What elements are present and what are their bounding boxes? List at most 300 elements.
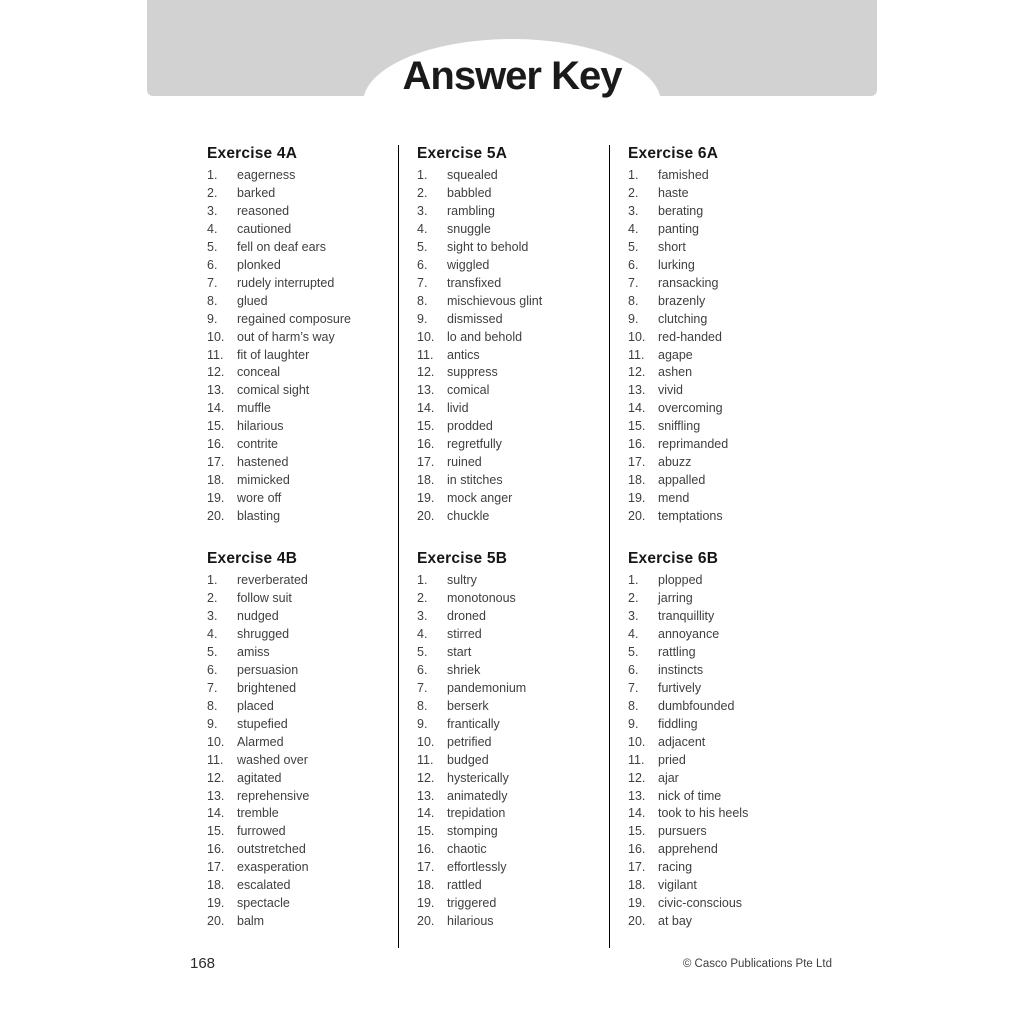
answer-item [628,877,835,895]
item-text: regretfully [447,437,502,452]
answer-item [417,662,609,680]
answer-item [628,716,835,734]
item-text: hastened [237,455,289,470]
item-text: ajar [658,770,679,785]
item-text: agape [658,347,693,362]
answer-item [628,275,835,293]
answer-item [417,626,609,644]
answer-item [207,608,398,626]
item-number: 6. [628,257,639,272]
item-number: 16. [628,437,646,452]
answer-item [207,239,398,257]
answer-item [417,257,609,275]
answer-item [628,490,835,508]
item-number: 8. [207,293,218,308]
item-text: clutching [658,311,708,326]
item-text: comical [447,383,490,398]
item-number: 15. [628,824,646,839]
item-number: 15. [417,419,435,434]
item-number: 19. [207,491,225,506]
item-text: stirred [447,626,482,641]
answer-item [207,644,398,662]
item-number: 5. [628,644,639,659]
item-number: 14. [628,806,646,821]
item-text: effortlessly [447,860,507,875]
item-text: dismissed [447,311,503,326]
item-number: 15. [628,419,646,434]
item-text: comical sight [237,383,310,398]
item-text: balm [237,914,265,929]
item-number: 1. [417,573,428,588]
answer-item [628,221,835,239]
answer-item [417,418,609,436]
answer-item [207,364,398,382]
item-text: sultry [447,573,477,588]
item-number: 14. [417,806,435,821]
answer-item [417,572,609,590]
item-text: escalated [237,878,291,893]
item-number: 20. [207,509,225,524]
item-text: mischievous glint [447,293,543,308]
item-number: 6. [207,257,218,272]
answer-item [417,590,609,608]
item-number: 18. [207,473,225,488]
item-text: amiss [237,644,270,659]
item-number: 3. [417,608,428,623]
answer-item [628,400,835,418]
item-text: lo and behold [447,329,523,344]
item-text: petrified [447,734,492,749]
item-text: nudged [237,608,279,623]
item-number: 19. [417,491,435,506]
item-number: 11. [417,347,434,362]
item-text: pried [658,752,686,767]
item-text: animatedly [447,788,508,803]
answer-item [207,788,398,806]
answer-item [417,913,609,931]
item-number: 14. [207,401,225,416]
item-number: 20. [628,509,646,524]
answer-item [207,734,398,752]
item-text: ransacking [658,275,719,290]
answer-item [207,716,398,734]
answer-item [628,203,835,221]
item-number: 9. [417,716,428,731]
item-number: 19. [628,896,646,911]
item-number: 4. [207,221,218,236]
answer-item [417,680,609,698]
item-number: 20. [417,914,435,929]
answer-item [417,752,609,770]
answer-item [207,770,398,788]
item-text: reprehensive [237,788,310,803]
answer-item [628,347,835,365]
item-text: trepidation [447,806,506,821]
answer-item [417,167,609,185]
exercise-section-6a [628,145,835,526]
answer-item [417,454,609,472]
column-3 [609,145,835,948]
item-number: 18. [417,878,435,893]
item-text: panting [658,221,700,236]
item-text: civic-conscious [658,896,743,911]
item-number: 2. [628,185,639,200]
item-number: 5. [207,239,218,254]
item-number: 2. [417,185,428,200]
answer-item [207,418,398,436]
item-text: haste [658,185,689,200]
answer-item [417,788,609,806]
item-number: 7. [207,275,218,290]
answer-item [628,626,835,644]
exercise-section-4a [207,145,398,526]
answer-item [207,203,398,221]
item-text: annoyance [658,626,720,641]
answer-item [207,382,398,400]
item-number: 15. [417,824,435,839]
item-text: eagerness [237,168,296,182]
answer-item [207,490,398,508]
item-text: instincts [658,662,704,677]
item-text: jarring [658,591,693,606]
answer-item [207,752,398,770]
item-text: overcoming [658,401,723,416]
item-text: chaotic [447,842,487,857]
item-text: temptations [658,509,723,524]
item-text: droned [447,608,486,623]
item-text: famished [658,168,709,182]
answer-item [207,185,398,203]
exercise-section-5a [417,145,609,526]
answer-item [207,626,398,644]
item-text: short [658,239,686,254]
item-number: 4. [207,626,218,641]
item-text: contrite [237,437,278,452]
item-number: 14. [417,401,435,416]
answer-item [417,644,609,662]
item-text: plonked [237,257,281,272]
item-number: 7. [628,680,639,695]
item-text: tremble [237,806,279,821]
item-number: 19. [628,491,646,506]
answer-item [417,895,609,913]
item-text: hysterically [447,770,509,785]
answer-item [417,859,609,877]
answer-item [417,311,609,329]
item-number: 12. [628,365,646,380]
item-text: regained composure [237,311,351,326]
answer-item [207,877,398,895]
item-text: monotonous [447,591,516,606]
item-text: vivid [658,383,684,398]
answer-item [417,472,609,490]
answer-item [207,257,398,275]
item-number: 6. [628,662,639,677]
item-text: racing [658,860,693,875]
item-number: 14. [207,806,225,821]
answer-item [628,257,835,275]
item-text: exasperation [237,860,309,875]
answer-item [417,347,609,365]
answer-item [417,400,609,418]
item-text: barked [237,185,276,200]
answer-item [628,895,835,913]
item-number: 7. [417,680,428,695]
item-text: start [447,644,472,659]
item-text: agitated [237,770,282,785]
item-text: reverberated [237,573,308,588]
item-number: 10. [417,734,435,749]
item-text: livid [447,401,469,416]
item-number: 17. [417,860,435,875]
answer-item [417,293,609,311]
item-text: snuggle [447,221,491,236]
answer-item [628,364,835,382]
item-number: 17. [628,455,646,470]
item-number: 12. [628,770,646,785]
answer-item [628,913,835,931]
item-number: 8. [628,293,639,308]
item-text: blasting [237,509,281,524]
item-text: furrowed [237,824,286,839]
item-number: 16. [417,842,435,857]
item-number: 5. [417,644,428,659]
item-text: hilarious [237,419,284,434]
item-text: babbled [447,185,492,200]
item-text: fiddling [658,716,698,731]
answer-item [417,185,609,203]
item-number: 12. [207,770,225,785]
item-text: nick of time [658,788,722,803]
item-text: tranquillity [658,608,715,623]
item-number: 4. [417,626,428,641]
item-number: 8. [207,698,218,713]
item-text: furtively [658,680,702,695]
item-number: 13. [207,383,225,398]
item-text: at bay [658,914,693,929]
item-text: suppress [447,365,498,380]
item-number: 3. [628,608,639,623]
item-number: 3. [628,203,639,218]
answer-item [417,239,609,257]
item-number: 6. [417,257,428,272]
answer-item [628,823,835,841]
item-text: transfixed [447,275,502,290]
answer-item [628,662,835,680]
item-text: pursuers [658,824,707,839]
answer-item [207,680,398,698]
copyright-notice: © Casco Publications Pte Ltd [682,958,832,970]
item-text: mend [658,491,690,506]
answer-item [207,859,398,877]
item-number: 10. [628,329,646,344]
item-number: 17. [628,860,646,875]
answer-item [417,805,609,823]
answer-item [628,734,835,752]
item-number: 7. [628,275,639,290]
answer-item [207,293,398,311]
item-text: fell on deaf ears [237,239,326,254]
answer-item [417,770,609,788]
answer-item [207,823,398,841]
section-heading: Exercise 4A [207,145,298,162]
answer-item [628,418,835,436]
answer-item [628,167,835,185]
item-number: 15. [207,419,225,434]
answer-columns [207,145,835,948]
item-number: 12. [207,365,225,380]
item-text: berserk [447,698,489,713]
item-number: 20. [207,914,225,929]
item-text: frantically [447,716,500,731]
item-number: 17. [417,455,435,470]
answer-item [628,680,835,698]
answer-item [628,572,835,590]
item-number: 1. [628,573,639,588]
answer-item [628,293,835,311]
exercise-section-4b [207,550,398,931]
item-text: persuasion [237,662,299,677]
item-number: 8. [417,698,428,713]
answer-item [417,698,609,716]
item-number: 11. [628,752,645,767]
answer-item [207,167,398,185]
item-text: washed over [237,752,308,767]
column-1 [207,145,398,948]
answer-item [628,472,835,490]
item-text: shriek [447,662,481,677]
item-number: 18. [207,878,225,893]
item-number: 11. [207,347,224,362]
answer-item [628,805,835,823]
item-number: 4. [417,221,428,236]
item-text: in stitches [447,473,503,488]
item-number: 11. [628,347,645,362]
item-text: rambling [447,203,495,218]
answer-item [207,572,398,590]
item-number: 1. [628,168,639,182]
answer-item [628,508,835,526]
exercise-section-5b [417,550,609,931]
item-text: prodded [447,419,493,434]
answer-item [207,347,398,365]
answer-item [207,400,398,418]
item-text: wiggled [447,257,490,272]
answer-item [417,221,609,239]
answer-item [628,859,835,877]
section-heading: Exercise 4B [207,550,298,568]
item-number: 18. [628,878,646,893]
answer-item [628,608,835,626]
item-text: dumbfounded [658,698,735,713]
answer-item [628,239,835,257]
answer-item [417,877,609,895]
item-text: rudely interrupted [237,275,335,290]
answer-item [417,203,609,221]
item-number: 2. [628,591,639,606]
item-number: 13. [207,788,225,803]
item-text: rattling [658,644,696,659]
item-number: 3. [207,608,218,623]
item-text: Alarmed [237,734,284,749]
section-heading: Exercise 5A [417,145,508,162]
item-number: 5. [628,239,639,254]
item-number: 16. [207,437,225,452]
answer-item [207,508,398,526]
answer-item [417,364,609,382]
answer-item [417,436,609,454]
item-text: adjacent [658,734,706,749]
item-number: 17. [207,455,225,470]
item-text: outstretched [237,842,306,857]
item-text: brightened [237,680,297,695]
item-text: pandemonium [447,680,527,695]
item-number: 17. [207,860,225,875]
answer-item [628,698,835,716]
item-number: 5. [207,644,218,659]
item-number: 16. [417,437,435,452]
item-number: 7. [207,680,218,695]
answer-item [628,185,835,203]
item-number: 1. [417,168,428,182]
item-text: triggered [447,896,497,911]
section-heading: Exercise 5B [417,550,508,568]
answer-item [417,508,609,526]
item-number: 13. [417,788,435,803]
item-text: stomping [447,824,498,839]
item-number: 7. [417,275,428,290]
item-text: apprehend [658,842,718,857]
item-text: plopped [658,573,703,588]
answer-item [628,644,835,662]
answer-item [628,590,835,608]
item-text: placed [237,698,274,713]
exercise-section-6b [628,550,835,931]
item-text: hilarious [447,914,494,929]
item-number: 16. [628,842,646,857]
answer-item [417,823,609,841]
item-text: mimicked [237,473,290,488]
item-text: reprimanded [658,437,729,452]
answer-item [417,841,609,859]
item-number: 9. [628,311,639,326]
answer-item [417,608,609,626]
item-number: 12. [417,770,435,785]
item-number: 16. [207,842,225,857]
page-title: Answer Key [402,54,622,98]
answer-item [628,436,835,454]
item-text: antics [447,347,480,362]
item-text: brazenly [658,293,706,308]
item-number: 19. [417,896,435,911]
answer-item [417,734,609,752]
item-number: 1. [207,573,218,588]
page-number: 168 [190,955,216,972]
answer-item [207,913,398,931]
item-number: 2. [207,591,218,606]
item-number: 2. [417,591,428,606]
answer-item [207,805,398,823]
item-number: 10. [417,329,435,344]
item-number: 9. [417,311,428,326]
answer-item [207,311,398,329]
item-text: ashen [658,365,693,380]
answer-item [207,436,398,454]
item-number: 1. [207,168,218,182]
item-number: 9. [628,716,639,731]
item-number: 18. [417,473,435,488]
item-text: mock anger [447,491,513,506]
